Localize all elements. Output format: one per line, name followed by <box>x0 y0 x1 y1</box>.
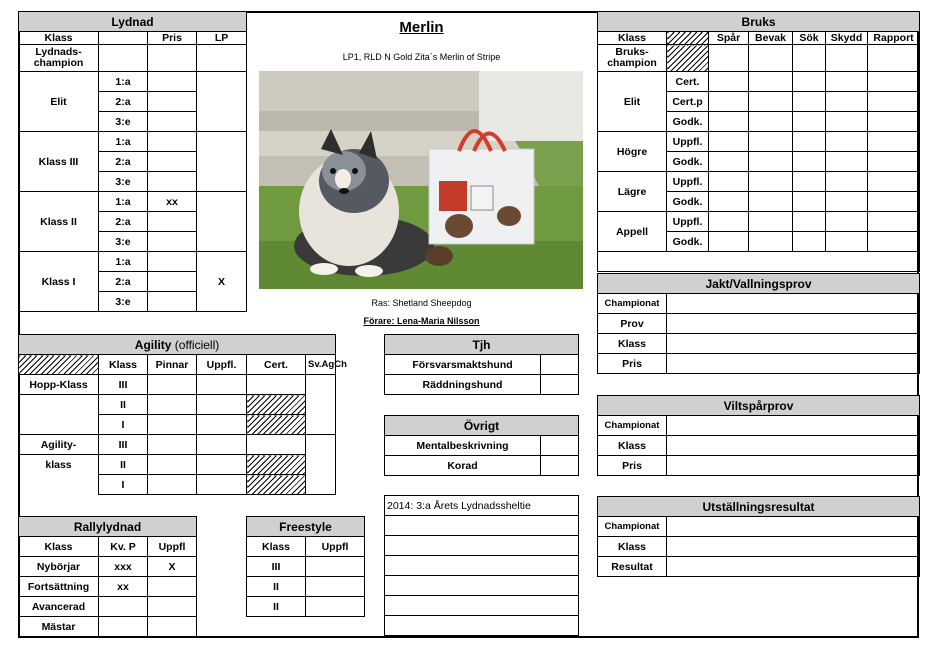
agility-class-label-2: klass <box>19 455 99 475</box>
tjh-row-label: Räddningshund <box>385 375 541 395</box>
agility-level: III <box>99 375 148 395</box>
tjh-row-label: Försvarsmaktshund <box>385 355 541 375</box>
rally-klass: Nybörjar <box>19 557 99 577</box>
agility-table <box>18 334 347 495</box>
lydnad-place: 2:a <box>99 92 148 112</box>
agility-title-text: Agility <box>134 337 172 352</box>
freestyle-table <box>246 516 365 617</box>
lydnad-place: 1:a <box>99 252 148 272</box>
vilt-row-label: Championat <box>598 416 667 436</box>
bruks-title: Bruks <box>598 12 920 32</box>
tjh-title: Tjh <box>385 335 579 355</box>
freestyle-level: II <box>247 597 306 617</box>
bruks-sub: Uppfl. <box>667 172 709 192</box>
rally-uppfl <box>148 597 197 617</box>
freestyle-col-klass: Klass <box>247 537 306 557</box>
freestyle-level: II <box>247 577 306 597</box>
agility-level: II <box>99 455 148 475</box>
bruks-sub: Uppfl. <box>667 212 709 232</box>
rally-kvp <box>99 617 148 637</box>
agility-col-klass: Klass <box>99 355 148 375</box>
freestyle-title: Freestyle <box>247 517 365 537</box>
agility-level: III <box>99 435 148 455</box>
jakt-row-label: Prov <box>598 314 667 334</box>
bruks-klass-appell: Appell <box>598 212 667 252</box>
lydnad-place: 3:e <box>99 112 148 132</box>
tjh-table <box>384 334 579 395</box>
agility-class-label-1: Agility- <box>19 435 99 455</box>
utstallning-row-label: Championat <box>598 517 667 537</box>
rally-title: Rallylydnad <box>19 517 197 537</box>
dog-handler: Förare: Lena-Maria Nilsson <box>363 316 480 326</box>
rally-kvp: xxx <box>99 557 148 577</box>
ovrigt-table <box>384 415 579 636</box>
bruks-klass-elit: Elit <box>598 72 667 132</box>
utstallning-row-label: Klass <box>598 537 667 557</box>
lydnad-place: 1:a <box>99 132 148 152</box>
lydnad-place: 2:a <box>99 152 148 172</box>
agility-col-uppfl: Uppfl. <box>197 355 247 375</box>
lydnad-klass1-lp: X <box>197 252 247 312</box>
bruks-sub: Cert.p <box>667 92 709 112</box>
rally-klass: Fortsättning <box>19 577 99 597</box>
dog-photo <box>259 71 583 289</box>
lydnad-col-lp: LP <box>197 32 247 45</box>
lydnad-place: 2:a <box>99 212 148 232</box>
bruks-klass-lagre: Lägre <box>598 172 667 212</box>
lydnad-klass-2: Klass II <box>19 192 99 252</box>
dog-photo-image <box>259 71 583 289</box>
rally-klass: Mästar <box>19 617 99 637</box>
agility-col-pinnar: Pinnar <box>148 355 197 375</box>
bruks-col: Skydd <box>826 32 868 45</box>
freestyle-col-uppfl: Uppfl <box>306 537 365 557</box>
lydnad-klass-1: Klass I <box>19 252 99 312</box>
rally-col-klass: Klass <box>19 537 99 557</box>
utstallning-title: Utställningsresultat <box>598 497 920 517</box>
rally-col-kvp: Kv. P <box>99 537 148 557</box>
utstallning-row-label: Resultat <box>598 557 667 577</box>
rally-col-uppfl: Uppfl <box>148 537 197 557</box>
ovrigt-note: 2014: 3:a Årets Lydnadssheltie <box>385 496 579 516</box>
rally-kvp: xx <box>99 577 148 597</box>
vilt-table <box>597 395 920 476</box>
agility-hopp-label: Hopp-Klass <box>19 375 99 395</box>
ovrigt-row-label: Mentalbeskrivning <box>385 436 541 456</box>
agility-level: I <box>99 415 148 435</box>
lydnad-place: 3:e <box>99 172 148 192</box>
lydnad-place: 3:e <box>99 292 148 312</box>
jakt-title: Jakt/Vallningsprov <box>598 274 920 294</box>
bruks-sub: Godk. <box>667 152 709 172</box>
utstallning-table <box>597 496 920 577</box>
rally-table <box>18 516 197 637</box>
bruks-col: Sök <box>793 32 826 45</box>
lydnad-col-pris: Pris <box>148 32 197 45</box>
bruks-col: Spår <box>709 32 749 45</box>
bruks-sub: Uppfl. <box>667 132 709 152</box>
rally-klass: Avancerad <box>19 597 99 617</box>
jakt-row-label: Klass <box>598 334 667 354</box>
bruks-sub: Cert. <box>667 72 709 92</box>
ovrigt-title: Övrigt <box>385 416 579 436</box>
agility-level: II <box>99 395 148 415</box>
rally-kvp <box>99 597 148 617</box>
lydnad-champion-label: Lydnads- champion <box>19 45 99 72</box>
rally-uppfl <box>148 577 197 597</box>
jakt-table <box>597 273 920 374</box>
vilt-title: Viltspårprov <box>598 396 920 416</box>
vilt-row-label: Pris <box>598 456 667 476</box>
lydnad-place: 3:e <box>99 232 148 252</box>
bruks-col: Bevak <box>749 32 793 45</box>
dog-subtitle: LP1, RLD N Gold Zita´s Merlin of Stripe <box>342 52 501 62</box>
jakt-row-label: Pris <box>598 354 667 374</box>
agility-level: I <box>99 475 148 495</box>
lydnad-title: Lydnad <box>19 12 247 32</box>
bruks-table <box>597 11 920 272</box>
ovrigt-row-label: Korad <box>385 456 541 476</box>
bruks-col: Rapport <box>868 32 920 45</box>
lydnad-col-klass: Klass <box>19 32 99 45</box>
rally-uppfl: X <box>148 557 197 577</box>
agility-title-suffix: (officiell) <box>174 337 220 352</box>
bruks-sub: Godk. <box>667 192 709 212</box>
agility-hatch-cell <box>19 355 99 375</box>
lydnad-place: 2:a <box>99 272 148 292</box>
rally-uppfl <box>148 617 197 637</box>
bruks-col-klass: Klass <box>598 32 667 45</box>
dog-breed: Ras: Shetland Sheepdog <box>371 298 472 308</box>
bruks-klass-hogre: Högre <box>598 132 667 172</box>
lydnad-klass-3: Klass III <box>19 132 99 192</box>
agility-col-svagch: Sv.AgCh <box>306 355 336 375</box>
agility-col-cert: Cert. <box>247 355 306 375</box>
bruks-champion-label: Bruks- champion <box>598 45 667 72</box>
jakt-row-label: Championat <box>598 294 667 314</box>
vilt-row-label: Klass <box>598 436 667 456</box>
bruks-sub: Godk. <box>667 232 709 252</box>
lydnad-table <box>18 11 247 312</box>
agility-title <box>19 335 336 355</box>
lydnad-klass-elit: Elit <box>19 72 99 132</box>
lydnad-place: 1:a <box>99 72 148 92</box>
bruks-sub: Godk. <box>667 112 709 132</box>
freestyle-level: III <box>247 557 306 577</box>
dog-name: Merlin <box>399 19 444 36</box>
lydnad-place: 1:a <box>99 192 148 212</box>
lydnad-klass2-pris: xx <box>148 192 197 212</box>
